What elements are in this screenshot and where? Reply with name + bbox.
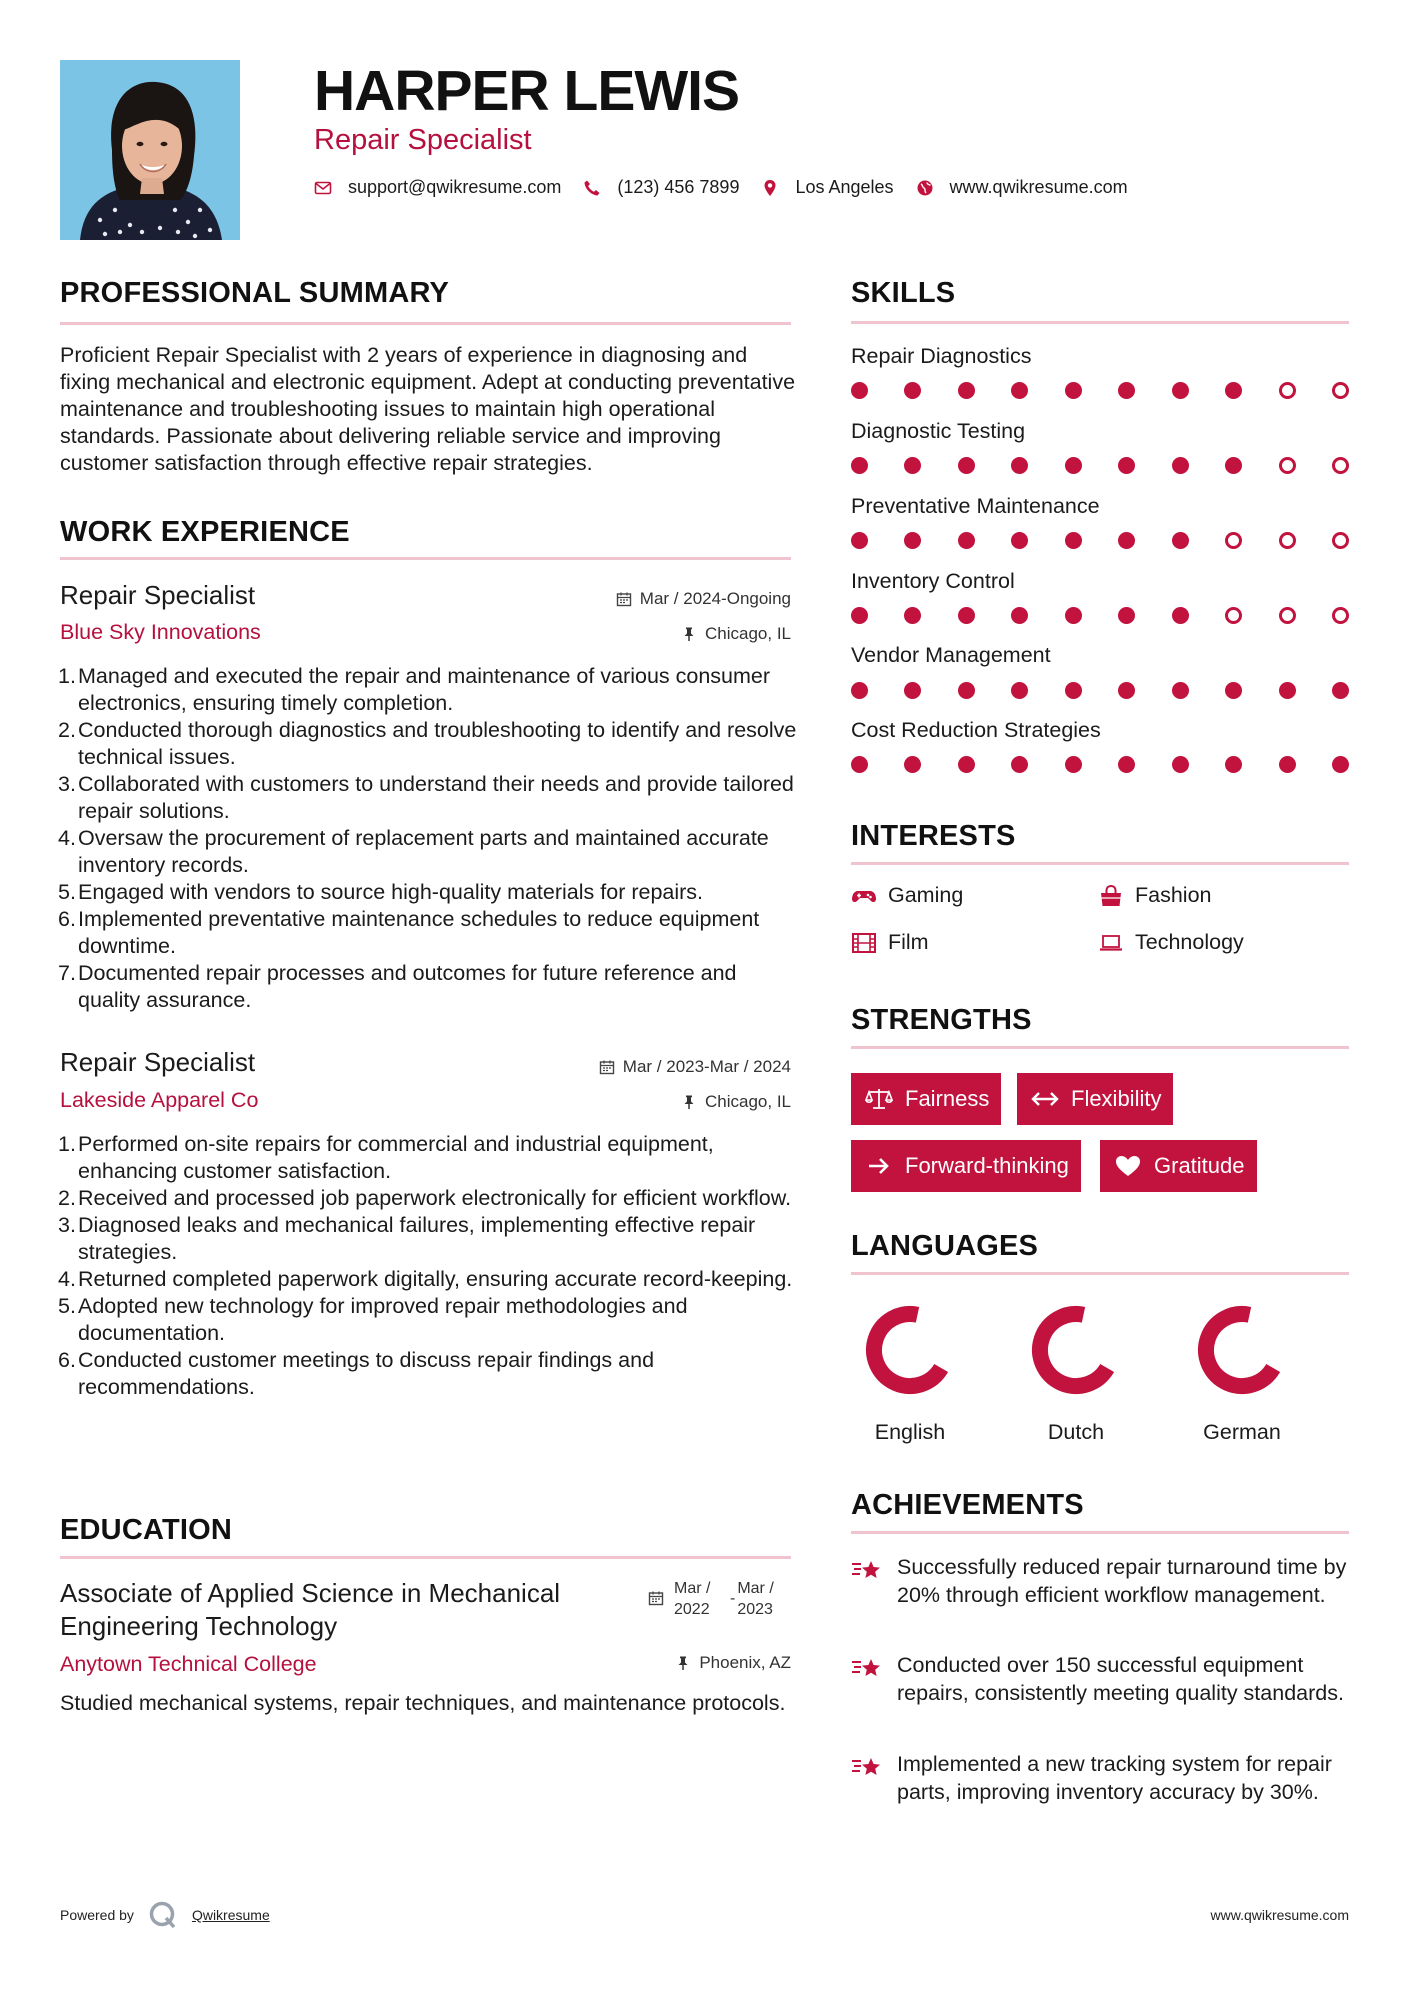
skill-dot-filled [1118, 457, 1135, 474]
skill-dot-filled [1172, 607, 1189, 624]
strength-label: Forward-thinking [905, 1153, 1069, 1178]
skill-dot-filled [1172, 457, 1189, 474]
languages-divider [851, 1272, 1349, 1275]
skill-rating [851, 682, 1349, 700]
job-duty: Documented repair processes and outcomes for future reference and quality assurance. [78, 961, 737, 1012]
skill-dot-empty [1225, 532, 1242, 549]
footer-website[interactable]: www.qwikresume.com [1210, 1907, 1349, 1923]
phone-icon [583, 179, 601, 197]
job-location [681, 1092, 791, 1112]
education-description: Studied mechanical systems, repair techniques, and maintenance protocols. [60, 1691, 786, 1715]
summary-divider [60, 322, 791, 325]
skill-dot-filled [1011, 382, 1028, 399]
skill-dot-filled [1065, 607, 1082, 624]
skill-dot-filled [851, 682, 868, 699]
interest-item [851, 930, 929, 955]
arrow-right-icon [865, 1154, 893, 1178]
languages-heading: LANGUAGES [851, 1230, 1039, 1262]
job-title: Repair Specialist [60, 580, 256, 610]
job-duty: Conducted thorough diagnostics and troubleshooting to identify and resolve technical issues. [78, 718, 797, 769]
skill-dot-filled [958, 382, 975, 399]
scale-icon [865, 1087, 893, 1111]
skill-dot-filled [958, 457, 975, 474]
achievement-text: Successfully reduced repair turnaround time by 20% through efficient workflow management. [897, 1555, 1347, 1607]
language-label: English [874, 1420, 946, 1444]
job-duty: Oversaw the procurement of replacement parts and maintained accurate inventory records. [78, 826, 769, 877]
job-duty: Returned completed paperwork digitally, ensuring accurate record-keeping. [78, 1267, 793, 1291]
skill-dot-filled [1172, 682, 1189, 699]
job-date-text: Mar / 2023-Mar / 2024 [622, 1057, 791, 1076]
job-title: Repair Specialist [60, 1047, 256, 1077]
education-date-separator: - [730, 1590, 736, 1607]
skill-dot-filled [1065, 682, 1082, 699]
language-item [855, 1300, 965, 1445]
skill-dot-filled [851, 457, 868, 474]
job-duties [60, 1131, 800, 1401]
skill-dot-filled [1011, 532, 1028, 549]
skill-dot-filled [958, 756, 975, 773]
strength-label: Fairness [905, 1086, 990, 1111]
skill-rating [851, 756, 1349, 774]
skill-dot-filled [851, 607, 868, 624]
skill-dot-filled [1118, 682, 1135, 699]
arrows-horizontal-icon [1031, 1087, 1059, 1111]
shopping-bag-icon [1098, 885, 1124, 907]
interest-label: Film [888, 930, 929, 954]
skill-dot-empty [1332, 532, 1349, 549]
job-location-text: Chicago, IL [705, 1092, 791, 1111]
skill-dot-filled [1332, 682, 1349, 699]
language-proficiency-ring [860, 1300, 960, 1400]
skill-rating [851, 382, 1349, 400]
interest-item [1098, 930, 1244, 955]
skill-rating [851, 532, 1349, 550]
job-duty: Engaged with vendors to source high-quality materials for repairs. [78, 880, 704, 904]
interest-item [851, 883, 963, 908]
skill-dot-empty [1279, 457, 1296, 474]
skill-rating [851, 607, 1349, 625]
achievement-text: Conducted over 150 successful equipment repairs, consistently meeting quality standards. [897, 1653, 1344, 1705]
skill-dot-filled [1279, 682, 1296, 699]
skill-name: Inventory Control [851, 569, 1015, 593]
interest-item [1098, 883, 1212, 908]
education-heading: EDUCATION [60, 1514, 233, 1546]
language-label: Dutch [1047, 1420, 1105, 1444]
job-duty: Implemented preventative maintenance schedules to reduce equipment downtime. [78, 907, 760, 958]
skill-dot-filled [851, 532, 868, 549]
skill-dot-empty [1225, 607, 1242, 624]
strength-label: Flexibility [1071, 1086, 1162, 1111]
qwikresume-link[interactable]: Qwikresume [191, 1907, 270, 1923]
language-label: German [1203, 1420, 1281, 1444]
map-pin-icon [761, 179, 779, 197]
contact-location [761, 177, 893, 198]
skill-dot-empty [1332, 457, 1349, 474]
profile-photo [60, 60, 240, 240]
strength-tag [851, 1140, 1081, 1192]
language-item [1187, 1300, 1297, 1445]
powered-by-text: Powered by [60, 1907, 134, 1923]
skill-dot-filled [1225, 382, 1242, 399]
job-company: Blue Sky Innovations [60, 620, 261, 644]
phone-text: (123) 456 7899 [617, 177, 740, 197]
strengths-divider [851, 1046, 1349, 1049]
strength-label: Gratitude [1154, 1153, 1245, 1178]
skill-dot-filled [904, 607, 921, 624]
education-location [675, 1653, 791, 1673]
contact-website[interactable] [916, 177, 1128, 198]
education-date-end: Mar / 2023 [737, 1580, 774, 1618]
skill-dot-filled [1011, 682, 1028, 699]
skill-dot-filled [1172, 382, 1189, 399]
language-proficiency-ring [1192, 1300, 1292, 1400]
skill-dot-filled [1172, 756, 1189, 773]
calendar-icon [599, 1059, 615, 1075]
job-date-text: Mar / 2024-Ongoing [639, 589, 791, 608]
achievements-heading: ACHIEVEMENTS [851, 1489, 1084, 1521]
envelope-icon [314, 179, 332, 197]
job-location-text: Chicago, IL [705, 624, 791, 643]
candidate-name: HARPER LEWIS [314, 59, 740, 123]
pushpin-icon [681, 1094, 697, 1110]
achievement-item [851, 1750, 1361, 1806]
skill-dot-filled [1118, 532, 1135, 549]
skills-heading: SKILLS [851, 277, 956, 309]
job-duty: Adopted new technology for improved repair methodologies and documentation. [78, 1294, 688, 1345]
strength-tag [1017, 1073, 1173, 1125]
skill-dot-filled [958, 607, 975, 624]
interest-label: Gaming [888, 883, 964, 907]
candidate-title: Repair Specialist [314, 124, 532, 156]
website-text: www.qwikresume.com [949, 177, 1128, 197]
experience-divider [60, 557, 791, 560]
strengths-heading: STRENGTHS [851, 1004, 1032, 1036]
summary-heading: PROFESSIONAL SUMMARY [60, 277, 450, 309]
achievement-item [851, 1651, 1361, 1707]
job-date [616, 589, 791, 609]
skill-dot-filled [958, 532, 975, 549]
language-proficiency-ring [1026, 1300, 1126, 1400]
skill-dot-filled [1065, 532, 1082, 549]
achievement-item [851, 1553, 1361, 1609]
job-duty: Collaborated with customers to understand their needs and provide tailored repair solutions. [78, 772, 794, 823]
interests-divider [851, 862, 1349, 865]
job-duty: Diagnosed leaks and mechanical failures, implementing effective repair strategies. [78, 1213, 756, 1264]
job-duty: Managed and executed the repair and maintenance of various consumer electronics, ensuring timely completion. [78, 664, 771, 715]
skill-name: Preventative Maintenance [851, 494, 1100, 518]
skill-dot-filled [1065, 756, 1082, 773]
skill-dot-empty [1332, 607, 1349, 624]
skill-name: Diagnostic Testing [851, 419, 1026, 443]
skill-dot-filled [904, 382, 921, 399]
interests-heading: INTERESTS [851, 820, 1016, 852]
skill-dot-empty [1332, 382, 1349, 399]
skill-name: Cost Reduction Strategies [851, 718, 1101, 742]
shooting-star-icon [851, 1555, 885, 1585]
heart-icon [1114, 1154, 1142, 1178]
globe-icon [916, 179, 934, 197]
gamepad-icon [851, 885, 877, 907]
language-item [1021, 1300, 1131, 1445]
achievements-divider [851, 1531, 1349, 1534]
skill-dot-filled [1011, 457, 1028, 474]
skill-dot-filled [1225, 756, 1242, 773]
education-degree: Associate of Applied Science in Mechanical Engineering Technology [60, 1578, 561, 1641]
experience-heading: WORK EXPERIENCE [60, 516, 350, 548]
contact-bar [314, 177, 1150, 198]
interest-label: Technology [1135, 930, 1244, 954]
contact-email[interactable] [314, 177, 561, 198]
education-location-text: Phoenix, AZ [699, 1653, 791, 1672]
skill-dot-filled [1118, 382, 1135, 399]
skill-name: Repair Diagnostics [851, 344, 1032, 368]
education-school: Anytown Technical College [60, 1652, 317, 1676]
skill-rating [851, 457, 1349, 475]
strength-tag [851, 1073, 1001, 1125]
email-text: support@qwikresume.com [348, 177, 562, 197]
job-duty: Received and processed job paperwork electronically for efficient workflow. [78, 1186, 792, 1210]
strength-tag [1100, 1140, 1257, 1192]
shooting-star-icon [851, 1653, 885, 1683]
job-date [599, 1057, 791, 1077]
skill-dot-filled [904, 682, 921, 699]
skill-dot-empty [1279, 607, 1296, 624]
skill-dot-filled [851, 382, 868, 399]
skill-dot-filled [1011, 756, 1028, 773]
qwikresume-logo-icon [148, 1900, 178, 1930]
job-company: Lakeside Apparel Co [60, 1088, 259, 1112]
laptop-icon [1098, 932, 1124, 954]
pushpin-icon [681, 626, 697, 642]
job-duty: Performed on-site repairs for commercial and industrial equipment, enhancing customer satisfaction. [78, 1132, 714, 1183]
job-duties [60, 663, 800, 1014]
skill-dot-empty [1279, 532, 1296, 549]
job-duty: Conducted customer meetings to discuss repair findings and recommendations. [78, 1348, 655, 1399]
footer-powered-by [60, 1900, 270, 1930]
achievement-text: Implemented a new tracking system for repair parts, improving inventory accuracy by 30%. [897, 1752, 1332, 1804]
skill-dot-filled [1011, 607, 1028, 624]
calendar-icon [648, 1590, 664, 1606]
interest-label: Fashion [1135, 883, 1212, 907]
skills-divider [851, 321, 1349, 324]
skill-dot-filled [1225, 457, 1242, 474]
pushpin-icon [675, 1655, 691, 1671]
job-location [681, 624, 791, 644]
shooting-star-icon [851, 1752, 885, 1782]
skill-dot-filled [904, 532, 921, 549]
skill-dot-filled [904, 756, 921, 773]
location-text: Los Angeles [795, 177, 894, 197]
skill-dot-filled [1172, 532, 1189, 549]
skill-dot-filled [1279, 756, 1296, 773]
skill-dot-filled [958, 682, 975, 699]
skill-dot-filled [1065, 382, 1082, 399]
skill-name: Vendor Management [851, 643, 1051, 667]
education-date [648, 1578, 801, 1620]
skill-dot-empty [1279, 382, 1296, 399]
skill-dot-filled [1332, 756, 1349, 773]
skill-dot-filled [1225, 682, 1242, 699]
skill-dot-filled [1118, 607, 1135, 624]
skill-dot-filled [1065, 457, 1082, 474]
summary-text: Proficient Repair Specialist with 2 years of experience in diagnosing and fixing mechanical and electronic equipment. Adept at conducting preventative maintenance and troubleshooting issues to maintain high operational standards. Passionate about delivering reliable service and improving customer satisfaction through effective repair strategies. [60, 343, 796, 475]
film-icon [851, 932, 877, 954]
education-divider [60, 1556, 791, 1559]
education-date-start: Mar / 2022 [674, 1580, 711, 1618]
skill-dot-filled [1118, 756, 1135, 773]
skill-dot-filled [904, 457, 921, 474]
calendar-icon [616, 591, 632, 607]
contact-phone[interactable] [583, 177, 739, 198]
skill-dot-filled [851, 756, 868, 773]
